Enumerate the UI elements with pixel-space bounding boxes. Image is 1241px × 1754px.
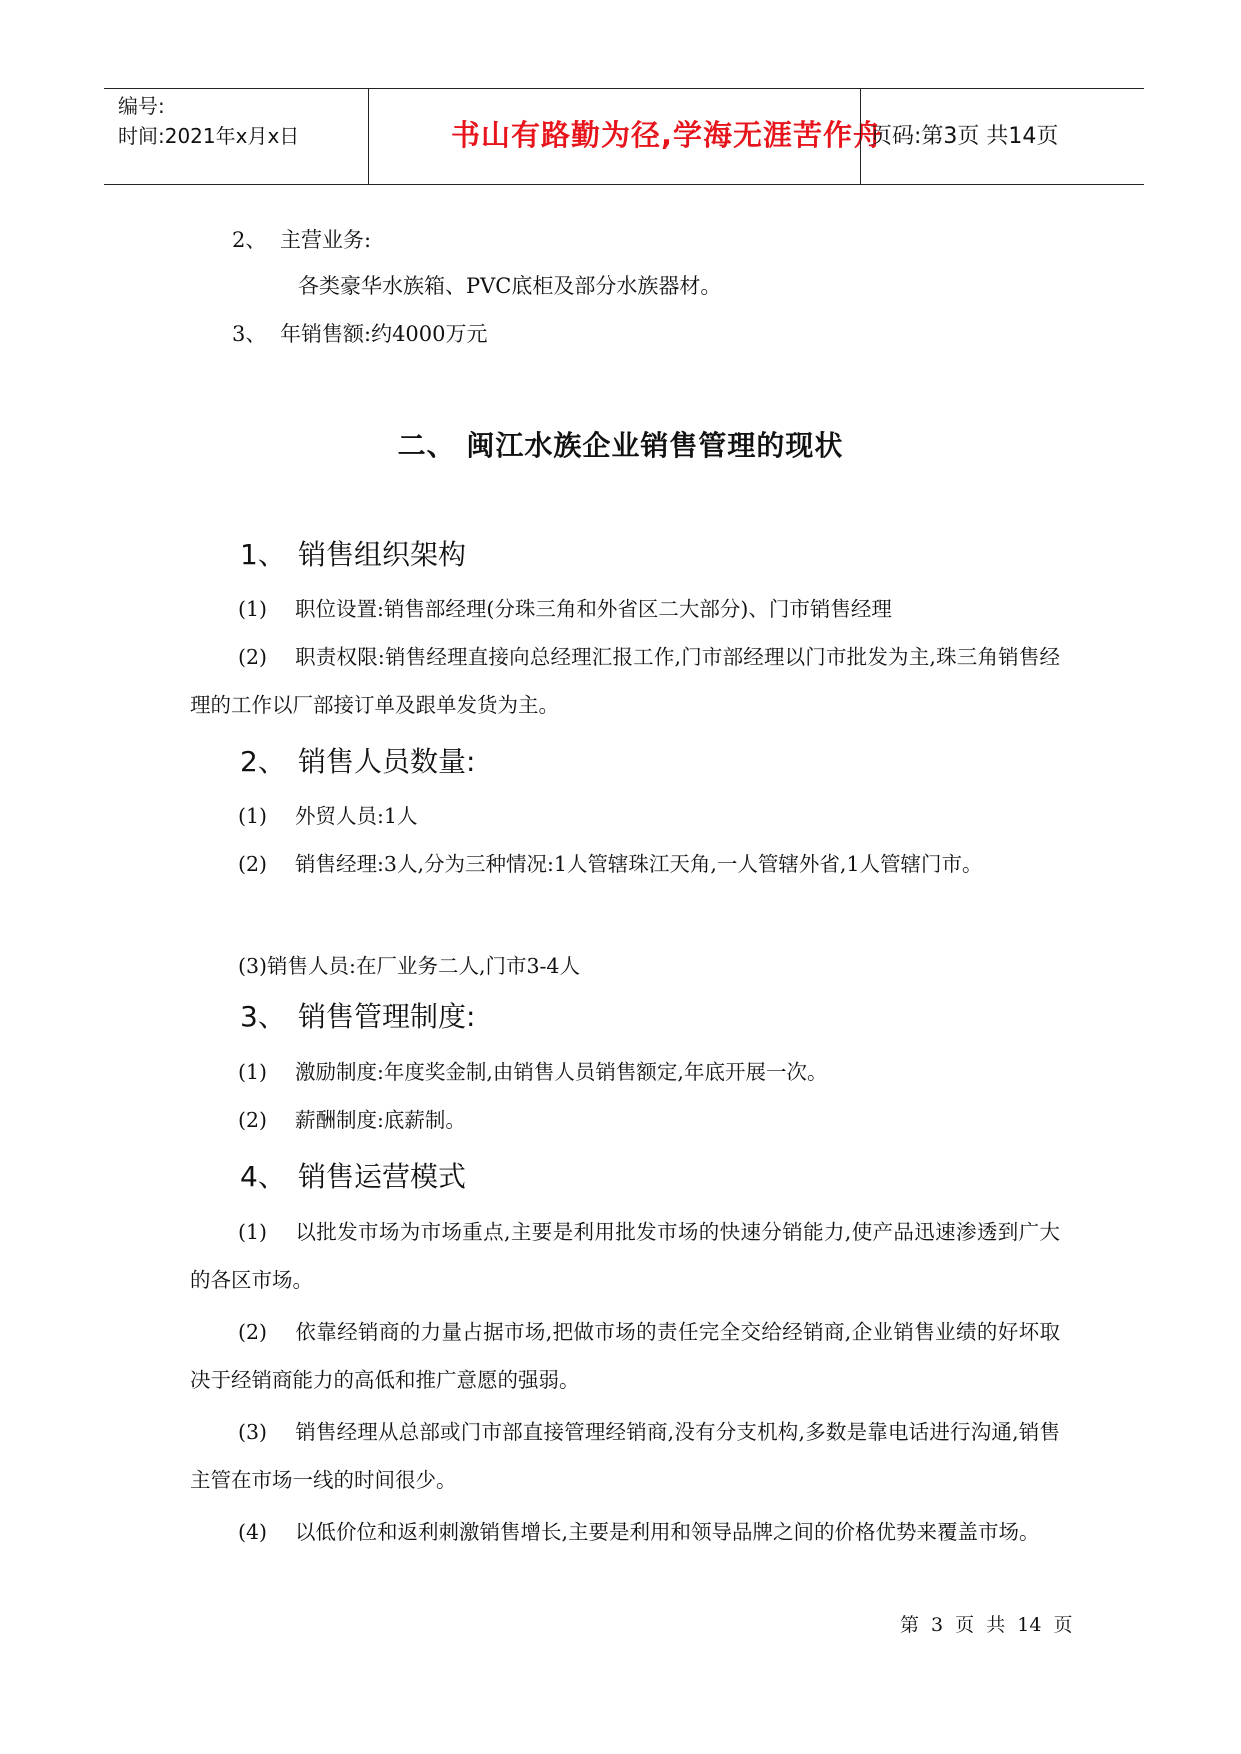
paragraph-text: (3)销售人员:在厂业务二人,门市3-4人 (238, 954, 580, 978)
paragraph-text: 以低价位和返利刺激销售增长,主要是利用和领导品牌之间的价格优势来覆盖市场。 (295, 1520, 1040, 1544)
paragraph (190, 1096, 1060, 1144)
paragraph-text: 以批发市场为市场重点,主要是利用批发市场的快速分销能力,使产品迅速渗透到广大的各区市场。 (190, 1220, 1060, 1292)
paragraph-lead: (2) (238, 852, 268, 876)
section-heading-number: 1、 (240, 538, 286, 571)
paragraph (190, 1408, 1060, 1504)
section-heading (240, 745, 475, 779)
page-footer: 第 3 页 共 14 页 (900, 1614, 1073, 1636)
header-page-label: 页码:第3页 共14页 (870, 124, 1059, 149)
header-divider (860, 89, 861, 184)
paragraph-lead: (2) (238, 645, 268, 669)
section-heading (240, 1000, 475, 1034)
section-heading-title: 销售人员数量: (298, 745, 476, 778)
section-heading-number: 2、 (240, 745, 286, 778)
section-heading-title: 销售运营模式 (298, 1160, 467, 1193)
intro-item-2 (232, 226, 371, 254)
paragraph (190, 585, 1060, 633)
paragraph-lead: (1) (238, 1060, 268, 1084)
paragraph-lead: (2) (238, 1320, 268, 1344)
paragraph-text: 薪酬制度:底薪制。 (295, 1108, 466, 1132)
header-meta (118, 91, 368, 151)
paragraph-lead: (3) (238, 1420, 268, 1444)
paragraph-lead: (1) (238, 597, 268, 621)
document-number-label: 编号: (118, 94, 165, 118)
section-heading-number: 3、 (240, 1000, 286, 1033)
document-time-label: 时间:2021年x月x日 (118, 124, 300, 148)
intro-item-2-number: 2、 (232, 228, 267, 252)
header-motto: 书山有路勤为径,学海无涯苦作舟 (450, 118, 884, 152)
paragraph (190, 792, 1060, 840)
paragraph-text: 职责权限:销售经理直接向总经理汇报工作,门市部经理以门市批发为主,珠三角销售经理的工作以厂部接订单及跟单发货为主。 (190, 645, 1060, 717)
section-heading (240, 538, 466, 572)
section-heading (240, 1160, 466, 1194)
section-heading-number: 4、 (240, 1160, 286, 1193)
intro-item-3 (232, 320, 488, 348)
paragraph (190, 1208, 1060, 1304)
section-heading-title: 销售组织架构 (298, 538, 467, 571)
intro-item-2-label: 主营业务: (280, 228, 372, 252)
intro-item-2-detail: 各类豪华水族箱、PVC底柜及部分水族器材。 (298, 274, 722, 298)
paragraph-text: 外贸人员:1人 (295, 804, 418, 828)
page-header (104, 88, 1144, 185)
paragraph-lead: (2) (238, 1108, 268, 1132)
paragraph-lead: (4) (238, 1520, 268, 1544)
section-title: 二、 闽江水族企业销售管理的现状 (397, 429, 844, 462)
intro-item-3-label: 年销售额:约4000万元 (280, 322, 488, 346)
paragraph (190, 1308, 1060, 1404)
paragraph-text: 销售经理从总部或门市部直接管理经销商,没有分支机构,多数是靠电话进行沟通,销售主管在市场一线的时间很少。 (190, 1420, 1060, 1492)
paragraph (190, 633, 1060, 729)
paragraph-text: 激励制度:年度奖金制,由销售人员销售额定,年底开展一次。 (295, 1060, 828, 1084)
paragraph (190, 1048, 1060, 1096)
paragraph-text: 销售经理:3人,分为三种情况:1人管辖珠江天角,一人管辖外省,1人管辖门市。 (295, 852, 983, 876)
paragraph (190, 840, 1060, 888)
paragraph-text: 职位设置:销售部经理(分珠三角和外省区二大部分)、门市销售经理 (295, 597, 892, 621)
paragraph (190, 942, 1060, 990)
paragraph-text: 依靠经销商的力量占据市场,把做市场的责任完全交给经销商,企业销售业绩的好坏取决于经销商能力的高低和推广意愿的强弱。 (190, 1320, 1060, 1392)
paragraph-lead: (1) (238, 1220, 268, 1244)
paragraph (190, 1508, 1060, 1556)
intro-item-3-number: 3、 (232, 322, 267, 346)
section-heading-title: 销售管理制度: (298, 1000, 476, 1033)
paragraph-lead: (1) (238, 804, 268, 828)
